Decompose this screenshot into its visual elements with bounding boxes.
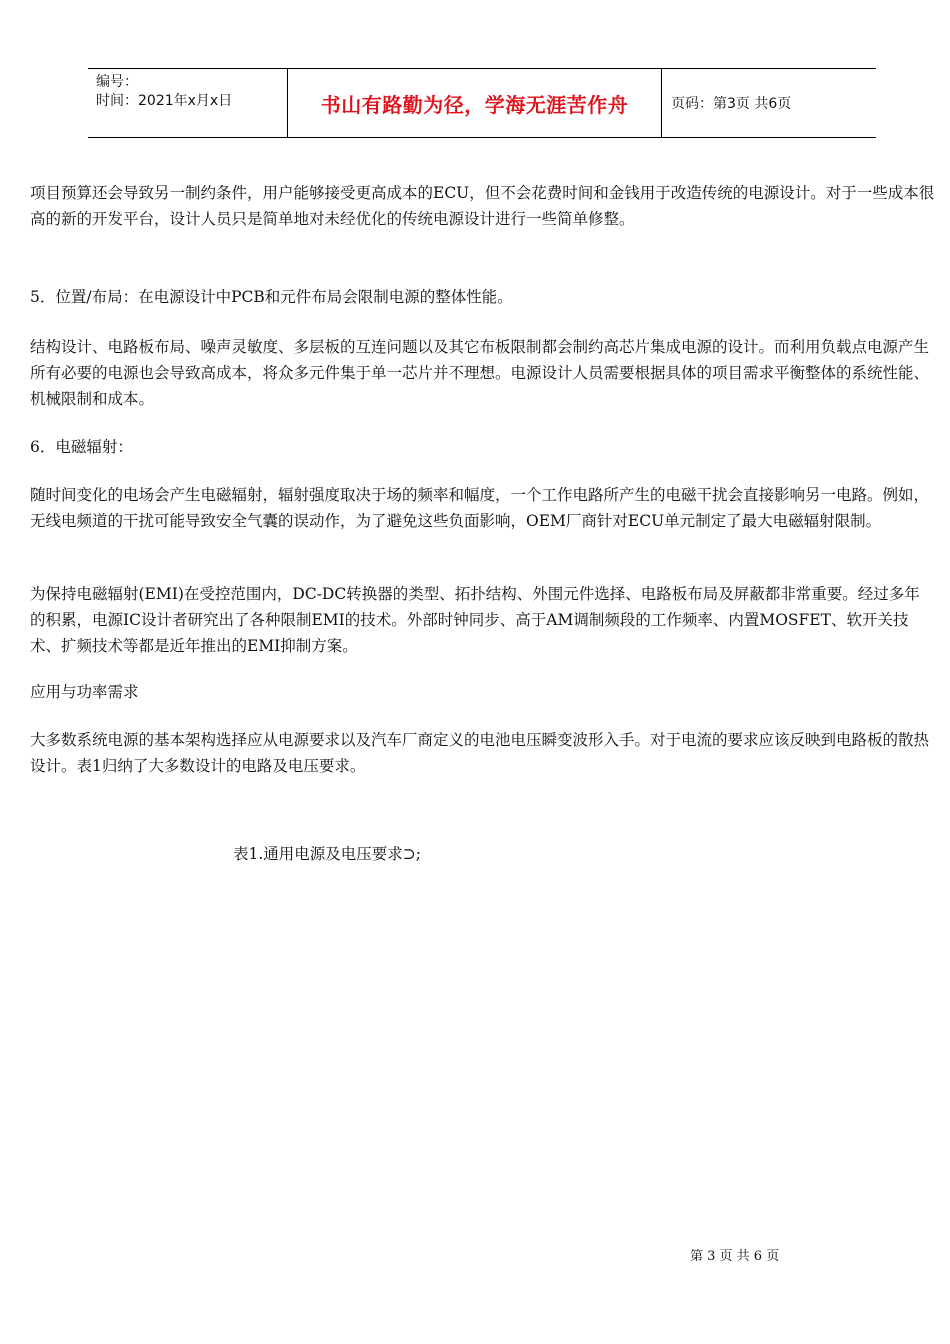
document-time-label: 时间：2021年x月x日 [96, 93, 233, 109]
document-number-label: 编号： [96, 74, 138, 90]
page-footer: 第 3 页 共 6 页 [690, 1249, 780, 1264]
page-header [88, 68, 876, 138]
paragraph-emi-control: 为保持电磁辐射(EMI)在受控范围内，DC-DC转换器的类型、拓扑结构、外围元件选择、电路板布局及屏蔽都非常重要。经过多年的积累，电源IC设计者研究出了各种限制EMI的技术。外部时钟同步、高于AM调制频段的工作频率、内置MOSFET、软开关技术、扩频技术等都是近年推出的EMI抑制方案。 [30, 585, 920, 655]
table-caption: 表1.通用电源及电压要求⊃; [233, 845, 421, 863]
heading-position-layout: 5．位置/布局：在电源设计中PCB和元件布局会限制电源的整体性能。 [30, 288, 513, 306]
header-page-cell [662, 69, 876, 137]
paragraph-power-architecture: 大多数系统电源的基本架构选择应从电源要求以及汽车厂商定义的电池电压瞬变波形入手。对于电流的要求应该反映到电路板的散热设计。表1归纳了大多数设计的电路及电压要求。 [30, 731, 930, 775]
paragraph-emi-intro: 随时间变化的电场会产生电磁辐射，辐射强度取决于场的频率和幅度，一个工作电路所产生的电磁干扰会直接影响另一电路。例如，无线电频道的干扰可能导致安全气囊的误动作，为了避免这些负面影响，OEM厂商针对ECU单元制定了最大电磁辐射限制。 [30, 486, 930, 530]
header-info-cell [88, 69, 288, 137]
header-motto-cell [288, 69, 662, 137]
paragraph-layout: 结构设计、电路板布局、噪声灵敏度、多层板的互连问题以及其它布板限制都会制约高芯片集成电源的设计。而利用负载点电源产生所有必要的电源也会导致高成本，将众多元件集于单一芯片并不理想。电源设计人员需要根据具体的项目需求平衡整体的系统性能、机械限制和成本。 [30, 338, 930, 408]
heading-application-power: 应用与功率需求 [30, 683, 139, 701]
paragraph-budget: 项目预算还会导致另一制约条件，用户能够接受更高成本的ECU，但不会花费时间和金钱用于改造传统的电源设计。对于一些成本很高的新的开发平台，设计人员只是简单地对未经优化的传统电源设计进行一些简单修整。 [30, 184, 935, 228]
header-motto: 书山有路勤为径，学海无涯苦作舟 [320, 92, 629, 117]
header-page-number: 页码：第3页 共6页 [671, 96, 792, 112]
heading-emi: 6．电磁辐射： [30, 438, 133, 456]
